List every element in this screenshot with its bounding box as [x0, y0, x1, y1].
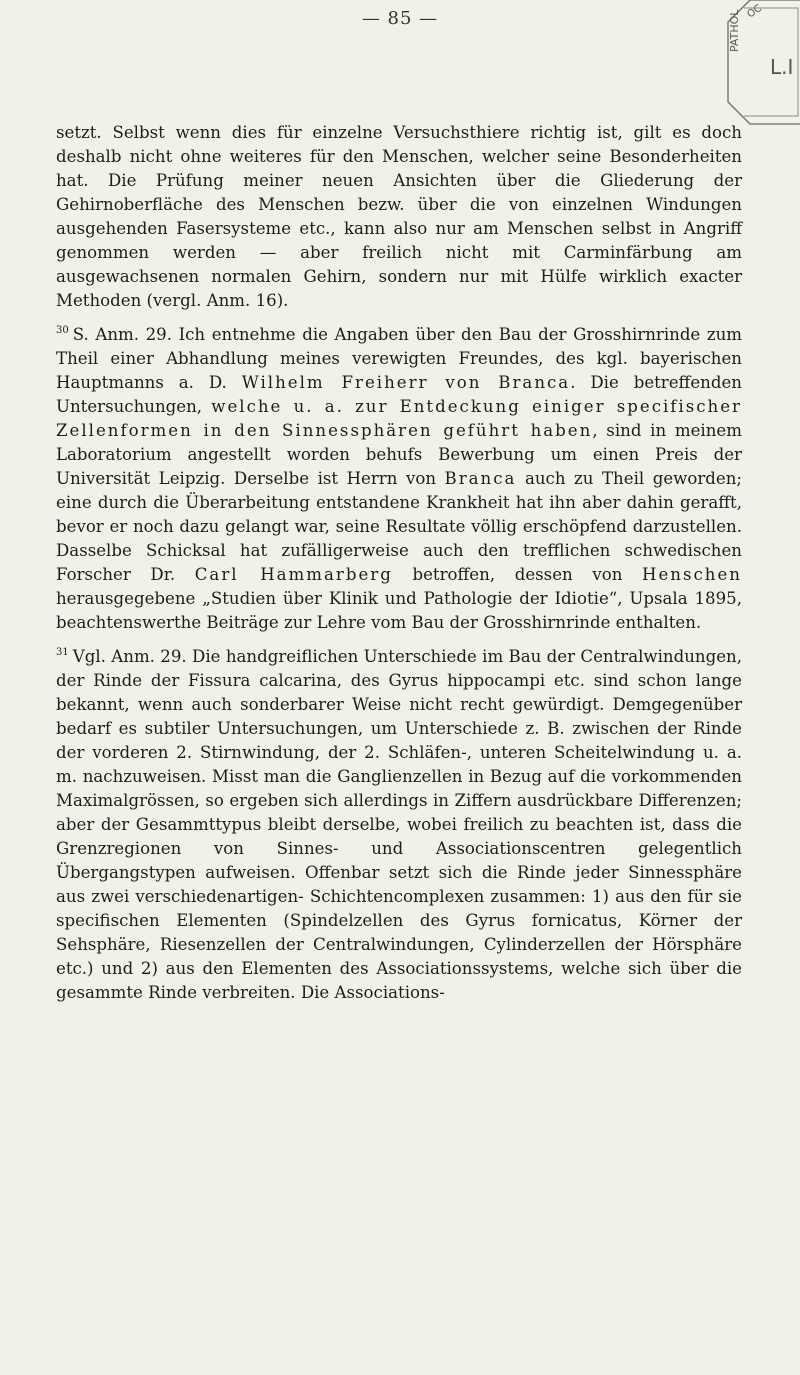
- person-name: Wilhelm Freiherr von Branca: [241, 373, 571, 392]
- footnote-text: Vgl. Anm. 29. Die handgreiflichen Unterschiede im Bau der Centralwindungen, der Rinde der Fissura calcarina, des Gyrus hippocampi etc. sind schon lange bekannt, wenn auch sonderbarer Weise nicht recht gewürdigt. Demgegenüber bedarf es subtiler Untersuchungen, um Unterschiede z. B. zwischen der Rinde der vorderen 2. Stirnwindung, der 2. Schläfen-, unteren Scheitelwindung u. a. m. nachzuweisen. Misst man die Ganglienzellen in Bezug auf die vorkommenden Maximalgrössen, so ergeben sich allerdings in Ziffern ausdrückbare Differenzen; aber der Gesammttypus bleibt derselbe, wobei freilich zu beachten ist, dass die Grenzregionen von Sinnes- und Associationscentren gelegentlich Übergangstypen aufweisen. Offenbar setzt sich die Rinde jeder Sinnessphäre aus zwei verschiedenartigen- Schichtencomplexen zusammen: 1) aus den für sie specifischen Elementen (Spindelzellen des Gyrus fornicatus, Körner der Sehsphäre, Riesenzellen der Centralwindungen, Cylinderzellen der Hörsphäre etc.) und 2) aus den Elementen des Associationssystems, welche sich über die gesammte Rinde verbreiten. Die Associations-: [56, 647, 742, 1002]
- footnote-30: [56, 323, 742, 635]
- footnote-text: S. Anm. 29. Ich entnehme die Angaben über den Bau der Grosshirnrinde zum Theil einer Abhandlung meines verewigten Freundes, des kgl. bayerischen Hauptmanns a. D.: [56, 325, 742, 392]
- footnote-text: auch zu Theil geworden; eine durch die Überarbeitung entstandene Krankheit hat ihn aber dahin gerafft, bevor er noch dazu gelangt war, seine Resultate völlig erschöpfend darzustellen. Dasselbe Schicksal hat zufälligerweise auch den trefflichen schwedischen Forscher Dr.: [56, 469, 742, 584]
- svg-text:L.I: L.I: [770, 55, 794, 79]
- footnote-text: . Die betreffenden Untersuchungen,: [56, 373, 742, 416]
- library-stamp-icon: [710, 0, 800, 132]
- person-name: Carl Hammarberg: [194, 565, 393, 584]
- svg-text:PATHOL: PATHOL: [728, 9, 741, 52]
- body-text: [56, 121, 742, 1005]
- footnote-text: herausgegebene „Studien über Klinik und Pathologie der Idiotie“, Upsala 1895, beachtenswerthe Beiträge zur Lehre vom Bau der Grosshirnrinde enthalten.: [56, 589, 742, 632]
- footnote-marker: 30: [56, 325, 69, 337]
- footnote-text: , sind in meinem Laboratorium angestellt worden behufs Bewerbung um einen Preis der Universität Leipzig. Derselbe ist Herrn von: [56, 421, 742, 488]
- footnote-marker: 31: [56, 647, 69, 659]
- paragraph-text: setzt. Selbst wenn dies für einzelne Versuchsthiere richtig ist, gilt es doch deshalb nicht ohne weiteres für den Menschen, welcher seine Besonderheiten hat. Die Prüfung meiner neuen Ansichten über die Gliederung der Gehirnoberfläche des Menschen bezw. über die von einzelnen Windungen ausgehenden Fasersysteme etc., kann also nur am Menschen selbst in Angriff genommen werden — aber freilich nicht mit Carminfärbung am ausgewachsenen normalen Gehirn, sondern nur mit Hülfe wirklich exacter Methoden (vergl. Anm. 16).: [56, 123, 742, 310]
- paragraph-continuation: [56, 121, 742, 313]
- page-number: — 85 —: [361, 8, 439, 29]
- svg-text:OC: OC: [745, 2, 764, 21]
- footnote-text: betroffen, dessen von: [392, 565, 643, 584]
- emphasized-text: welche u. a. zur Entdeckung einiger specifischer Zellenformen in den Sinnessphären geführt haben: [56, 397, 742, 440]
- person-name: Henschen: [642, 565, 742, 584]
- person-name: Branca: [444, 469, 517, 488]
- footnote-31: [56, 645, 742, 1005]
